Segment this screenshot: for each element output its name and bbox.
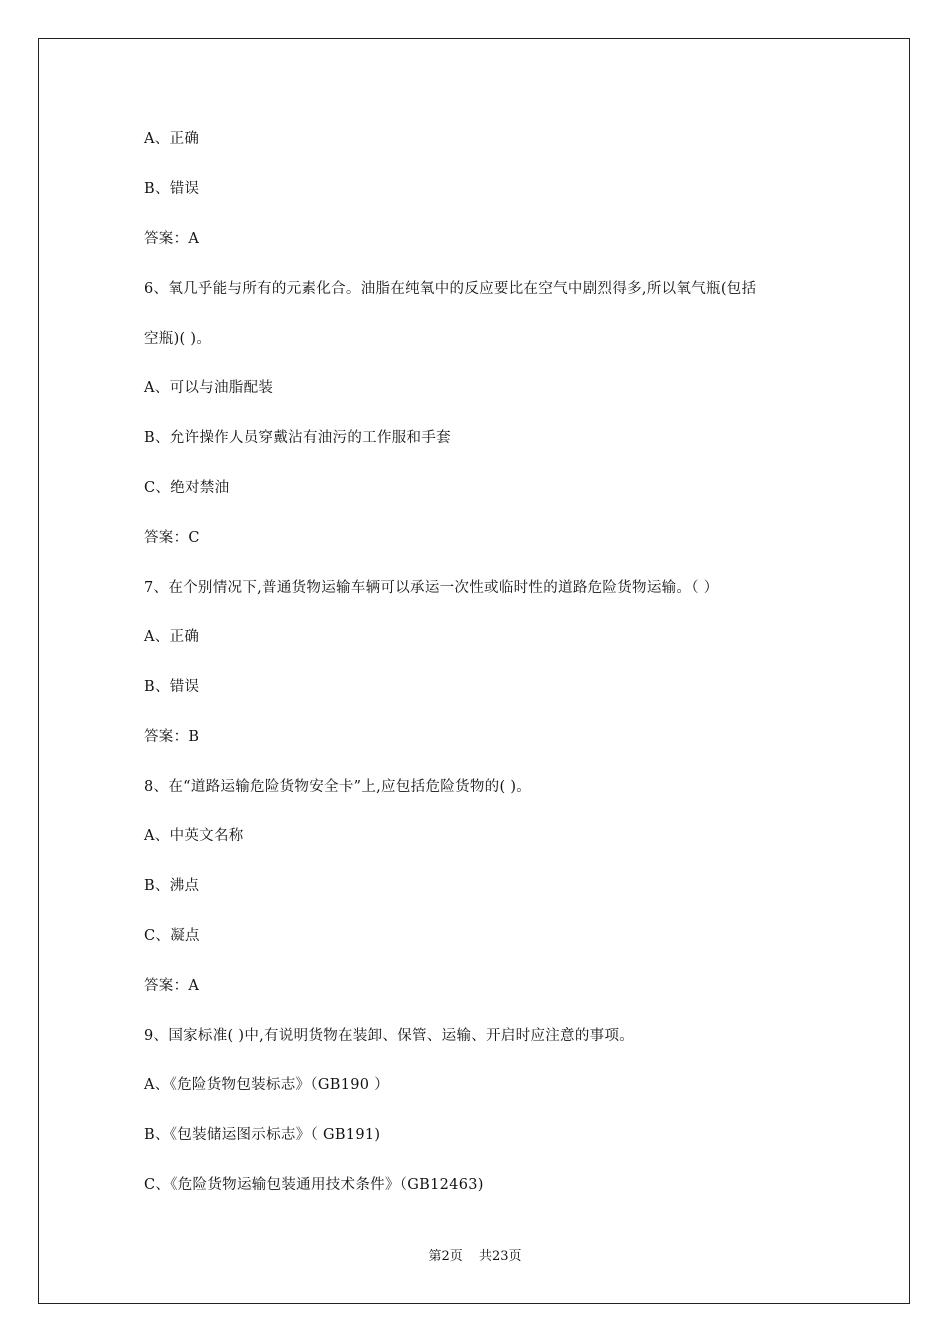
- page-border: [38, 38, 910, 1304]
- question-7: 7、在个别情况下,普通货物运输车辆可以承运一次性或临时性的道路危险货物运输。（ ）: [144, 580, 719, 596]
- option-6a: A、可以与油脂配装: [144, 380, 274, 396]
- question-6-line2: 空瓶)( )。: [144, 331, 212, 347]
- page-footer: [0, 1248, 950, 1266]
- answer-6: 答案：C: [144, 530, 200, 546]
- option-8c: C、凝点: [144, 928, 200, 944]
- question-9: 9、国家标准( )中,有说明货物在装卸、保管、运输、开启时应注意的事项。: [144, 1028, 635, 1044]
- page-number: 第2页: [428, 1249, 463, 1264]
- option-7a: A、正确: [144, 629, 200, 645]
- question-8: 8、在“道路运输危险货物安全卡”上,应包括危险货物的( )。: [144, 779, 532, 795]
- question-6-line1: 6、氧几乎能与所有的元素化合。油脂在纯氧中的反应要比在空气中剧烈得多,所以氧气瓶(包括: [144, 281, 757, 297]
- option-7b: B、错误: [144, 679, 200, 695]
- page-total: 共23页: [478, 1249, 522, 1264]
- answer-8: 答案：A: [144, 978, 200, 994]
- option-8a: A、中英文名称: [144, 828, 244, 844]
- answer-7: 答案：B: [144, 729, 200, 745]
- option-6b: B、允许操作人员穿戴沾有油污的工作服和手套: [144, 430, 451, 446]
- option-6c: C、绝对禁油: [144, 480, 230, 496]
- option-8b: B、沸点: [144, 878, 200, 894]
- option-9a: A、《危险货物包装标志》（GB190 ）: [144, 1077, 389, 1093]
- option-9c: C、《危险货物运输包装通用技术条件》（GB12463): [144, 1177, 484, 1193]
- answer-5: 答案：A: [144, 231, 200, 247]
- option-5b: B、错误: [144, 181, 200, 197]
- option-9b: B、《包装储运图示标志》（ GB191): [144, 1127, 381, 1143]
- option-5a: A、正确: [144, 131, 200, 147]
